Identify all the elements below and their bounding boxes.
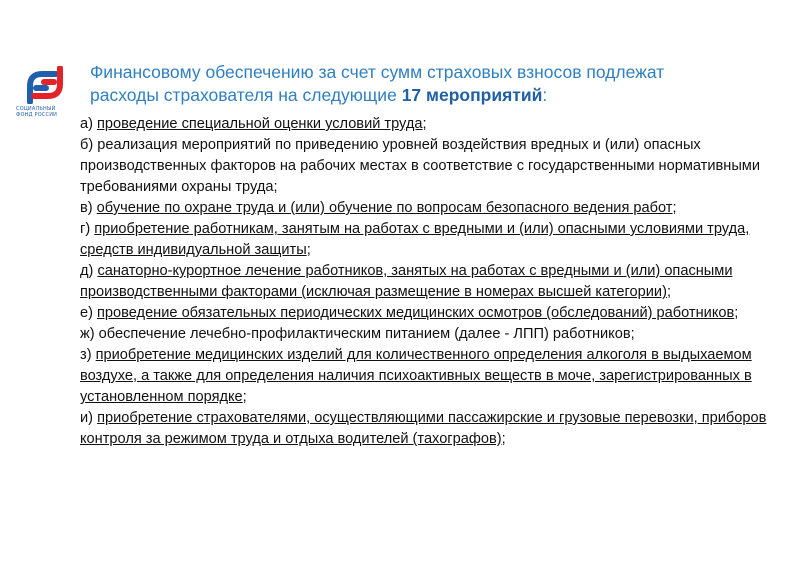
title-text-end: : — [542, 85, 548, 105]
item-underlined: приобретение медицинских изделий для количественного определения алкоголя в выдыхаемом воздухе, а также для определения наличия психоактивных веществ в моче, зарегистрированных в установленном порядке — [80, 347, 752, 405]
list-item-b — [80, 135, 780, 198]
list-item-zh — [80, 324, 780, 345]
sfr-logo-icon — [16, 66, 74, 104]
sfr-logo — [16, 66, 74, 126]
item-suffix: ; — [306, 242, 311, 258]
item-prefix: а) — [80, 116, 98, 132]
item-prefix: г) — [80, 221, 95, 237]
item-prefix: д) — [80, 263, 98, 279]
measures-list — [80, 114, 780, 450]
item-prefix: б) реализация мероприятий по приведению уровней воздействия вредных и (или) опасных производственных факторов на рабочих местах в соответствие с государственными нормативными требованиями охраны труда; — [80, 137, 760, 195]
logo-caption-line1: СОЦИАЛЬНЫЙ — [16, 106, 56, 112]
item-prefix: ж) обеспечение лечебно-профилактическим питанием (далее - ЛПП) работников; — [80, 326, 635, 342]
logo-caption-line2: ФОНД РОССИИ — [16, 112, 58, 118]
item-underlined: проведение специальной оценки условий труда — [97, 116, 423, 132]
page-title — [90, 61, 730, 107]
item-underlined: приобретение работникам, занятым на работах с вредными и (или) опасными условиями труда, средств индивидуальной защиты — [80, 221, 750, 258]
list-item-d — [80, 261, 780, 303]
item-suffix: ; — [422, 116, 427, 132]
item-underlined: проведение обязательных периодических медицинских осмотров (обследований) работников — [97, 305, 735, 321]
item-prefix: и) — [80, 410, 98, 426]
list-item-e — [80, 303, 780, 324]
item-suffix: ; — [672, 200, 677, 216]
item-suffix: ; — [666, 284, 672, 300]
item-underlined: санаторно-курортное лечение работников, занятых на работах с вредными и (или) опасными производственными факторами (исключая размещение в номерах высшей категории) — [80, 263, 733, 300]
item-prefix: в) — [80, 200, 97, 216]
item-suffix: ; — [242, 389, 247, 405]
item-underlined: приобретение страхователями, осуществляющими пассажирские и грузовые перевозки, приборов контроля за режимом труда и отдыха водителей (тахографов) — [80, 410, 767, 447]
item-prefix: е) — [80, 305, 98, 321]
item-suffix: ; — [501, 431, 506, 447]
item-prefix: з) — [80, 347, 96, 363]
item-suffix: ; — [734, 305, 739, 321]
list-item-a — [80, 114, 780, 135]
title-text-start: Финансовому обеспечению за счет сумм страховых взносов подлежат расходы страхователя на следующие — [90, 62, 665, 105]
list-item-z — [80, 345, 780, 408]
list-item-g — [80, 219, 780, 261]
item-underlined: обучение по охране труда и (или) обучение по вопросам безопасного ведения работ — [96, 200, 673, 216]
title-text-bold: 17 мероприятий — [401, 85, 543, 105]
list-item-v — [80, 198, 780, 219]
list-item-i — [80, 408, 780, 450]
logo-caption — [16, 106, 74, 118]
